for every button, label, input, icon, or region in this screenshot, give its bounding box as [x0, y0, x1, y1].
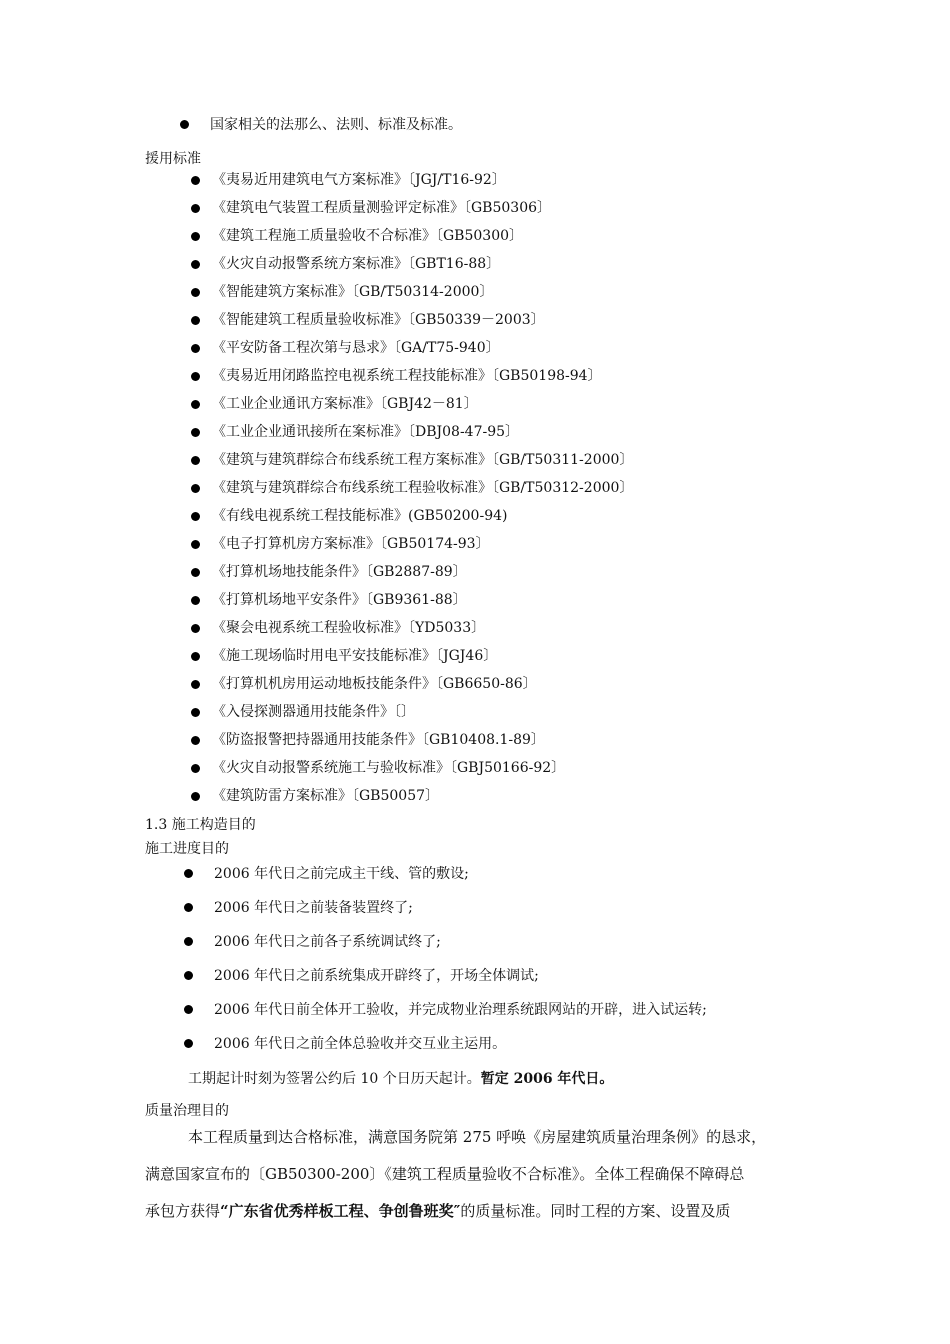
bullet-icon: [191, 344, 200, 353]
bullet-icon: [191, 288, 200, 297]
standard-item: 《建筑与建筑群综合布线系统工程方案标准》〔GB/T50311-2000〕: [212, 452, 634, 468]
standard-item: 《火灾自动报警系统方案标准》〔GBT16-88〕: [212, 256, 501, 272]
bullet-icon: [184, 1005, 193, 1014]
standard-item: 《工业企业通讯方案标准》〔GBJ42－81〕: [212, 396, 478, 412]
schedule-item: 2006 年代日之前系统集成开辟终了，开场全体调试;: [214, 968, 539, 984]
quality-paragraph-line-2: 满意国家宣布的〔GB50300-200〕《建筑工程质量验收不合标准》。全体工程确保不障碍总: [145, 1165, 745, 1183]
quality-text: 承包方获得: [145, 1202, 221, 1220]
bullet-icon: [191, 596, 200, 605]
quality-paragraph-line-3: [145, 1202, 730, 1220]
award-text: “广东省优秀样板工程、争创鲁班奖″: [220, 1202, 461, 1220]
standard-item: 《火灾自动报警系统施工与验收标准》〔GBJ50166-92〕: [212, 760, 566, 776]
quality-paragraph-line-1: 本工程质量到达合格标准，满意国务院第 275 呼唤《房屋建筑质量治理条例》的恳求，: [188, 1128, 767, 1146]
standard-item: 《打算机场地平安条件》〔GB9361-88〕: [212, 592, 467, 608]
bullet-icon: [184, 937, 193, 946]
schedule-item: 2006 年代日之前各子系统调试终了;: [214, 934, 441, 950]
bullet-icon: [191, 484, 200, 493]
bullet-icon: [191, 652, 200, 661]
standard-item: 《防盗报警把持器通用技能条件》〔GB10408.1-89〕: [212, 732, 545, 748]
bullet-icon: [191, 792, 200, 801]
standard-item: 《智能建筑工程质量验收标准》〔GB50339－2003〕: [212, 312, 545, 328]
standard-item: 《打算机场地技能条件》〔GB2887-89〕: [212, 564, 467, 580]
bullet-icon: [184, 869, 193, 878]
duration-tentative: 暂定 2006 年代日。: [480, 1071, 614, 1087]
standard-item: 《夷易近用闭路监控电视系统工程技能标准》〔GB50198-94〕: [212, 368, 602, 384]
bullet-icon: [191, 680, 200, 689]
bullet-icon: [191, 260, 200, 269]
bullet-icon: [184, 971, 193, 980]
standard-item: 《建筑电气装置工程质量测验评定标准》〔GB50306〕: [212, 200, 552, 216]
standard-item: 《入侵探测器通用技能条件》〔〕: [212, 704, 415, 720]
bullet-icon: [191, 624, 200, 633]
bullet-icon: [191, 540, 200, 549]
intro-bullet-text: 国家相关的法那么、法则、标准及标准。: [210, 117, 462, 133]
ref-standards-heading: 援用标准: [145, 151, 201, 167]
duration-line: [188, 1070, 613, 1088]
standard-item: 《电子打算机房方案标准》〔GB50174-93〕: [212, 536, 490, 552]
standard-item: 《建筑工程施工质量验收不合标准》〔GB50300〕: [212, 228, 524, 244]
section-heading-1-3: 1.3 施工构造目的: [145, 817, 256, 833]
duration-text: 工期起计时刻为签署公约后 10 个日历天起计。: [188, 1071, 481, 1087]
standard-item: 《夷易近用建筑电气方案标准》〔JGJ/T16-92〕: [212, 172, 506, 188]
bullet-icon: [191, 764, 200, 773]
standard-item: 《有线电视系统工程技能标准》(GB50200-94): [212, 508, 508, 524]
standard-item: 《智能建筑方案标准》〔GB/T50314-2000〕: [212, 284, 494, 300]
bullet-icon: [191, 456, 200, 465]
schedule-item: 2006 年代日之前装备装置终了;: [214, 900, 413, 916]
standard-item: 《平安防备工程次第与恳求》〔GA/T75-940〕: [212, 340, 500, 356]
bullet-icon: [191, 400, 200, 409]
bullet-icon: [191, 708, 200, 717]
bullet-icon: [184, 903, 193, 912]
bullet-icon: [191, 512, 200, 521]
schedule-item: 2006 年代日前全体开工验收，并完成物业治理系统跟网站的开辟，进入试运转;: [214, 1002, 707, 1018]
bullet-icon: [191, 232, 200, 241]
bullet-icon: [191, 204, 200, 213]
bullet-icon: [191, 372, 200, 381]
bullet-icon: [184, 1039, 193, 1048]
standard-item: 《施工现场临时用电平安技能标准》〔JGJ46〕: [212, 648, 498, 664]
standard-item: 《建筑与建筑群综合布线系统工程验收标准》〔GB/T50312-2000〕: [212, 480, 634, 496]
bullet-icon: [191, 316, 200, 325]
schedule-item: 2006 年代日之前全体总验收并交互业主运用。: [214, 1036, 507, 1052]
quality-text-cont: 的质量标准。同时工程的方案、设置及质: [460, 1202, 731, 1220]
bullet-icon: [180, 120, 189, 129]
standard-item: 《工业企业通讯接所在案标准》〔DBJ08-47-95〕: [212, 424, 520, 440]
schedule-item: 2006 年代日之前完成主干线、管的敷设;: [214, 866, 469, 882]
bullet-icon: [191, 176, 200, 185]
bullet-icon: [191, 568, 200, 577]
bullet-icon: [191, 736, 200, 745]
bullet-icon: [191, 428, 200, 437]
standard-item: 《建筑防雷方案标准》〔GB50057〕: [212, 788, 440, 804]
standard-item: 《聚会电视系统工程验收标准》〔YD5033〕: [212, 620, 486, 636]
schedule-heading: 施工进度目的: [145, 841, 229, 857]
quality-heading: 质量治理目的: [145, 1103, 229, 1119]
standard-item: 《打算机机房用运动地板技能条件》〔GB6650-86〕: [212, 676, 537, 692]
